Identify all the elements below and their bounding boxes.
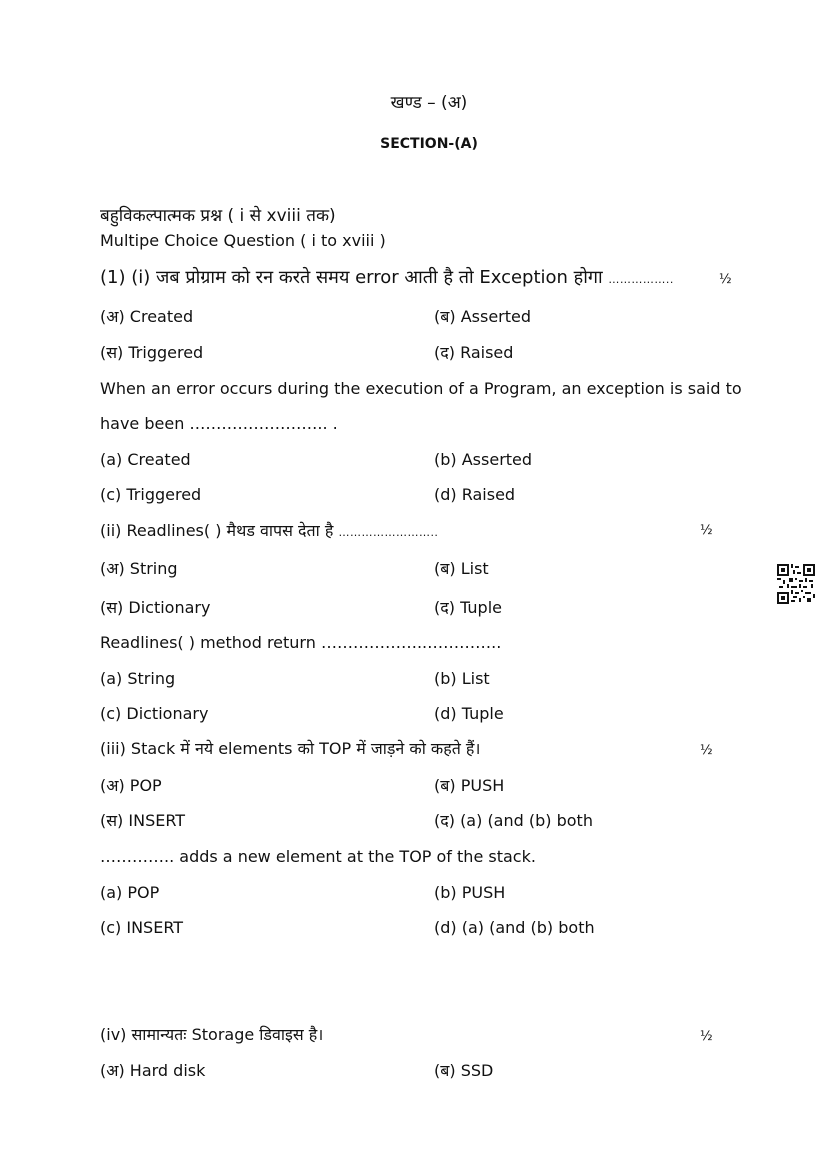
question-2-mark: ½ <box>700 523 713 538</box>
question-3-hindi: (iii) Stack में नये elements को TOP में जाड़ने को कहते हैं। <box>100 739 481 758</box>
question-2-blank: …………………….. <box>338 526 439 539</box>
q3-option-hi-b: (ब) PUSH <box>434 776 505 795</box>
q2-option-hi-c: (स) Dictionary <box>100 598 211 617</box>
question-4-hindi: (iv) सामान्यतः Storage डिवाइस है। <box>100 1025 324 1044</box>
q3-option-hi-d: (द) (a) (and (b) both <box>434 811 593 830</box>
question-4-mark: ½ <box>700 1029 713 1044</box>
qr-code-icon <box>777 564 815 604</box>
q1-option-hi-d: (द) Raised <box>434 343 514 362</box>
q1-option-en-a: (a) Created <box>100 450 191 469</box>
q1-option-en-c: (c) Triggered <box>100 485 202 504</box>
q1-option-en-b: (b) Asserted <box>434 450 533 469</box>
q3-option-hi-c: (स) INSERT <box>100 811 186 830</box>
section-title-english: SECTION-(A) <box>380 136 478 152</box>
q3-option-en-a: (a) POP <box>100 883 160 902</box>
q2-option-en-a: (a) String <box>100 669 176 688</box>
question-2-hindi <box>100 521 438 543</box>
q1-option-hi-b: (ब) Asserted <box>434 307 532 326</box>
q3-option-en-b: (b) PUSH <box>434 883 506 902</box>
q2-option-hi-b: (ब) List <box>434 559 489 578</box>
q2-option-en-c: (c) Dictionary <box>100 704 209 723</box>
question-1-hindi <box>100 268 674 290</box>
q4-option-hi-b: (ब) SSD <box>434 1061 494 1080</box>
question-1-english-line-2: have been …………………….. . <box>100 414 338 433</box>
question-1-blank: …………….. <box>608 273 674 286</box>
question-1-mark: ½ <box>719 272 732 287</box>
question-1-prefix: (1) (i) <box>100 267 151 288</box>
q3-option-en-d: (d) (a) (and (b) both <box>434 918 595 937</box>
question-2-text: (ii) Readlines( ) मैथड वापस देता है <box>100 521 334 540</box>
q3-option-en-c: (c) INSERT <box>100 918 184 937</box>
intro-hindi: बहुविकल्पात्मक प्रश्न ( i से xviii तक) <box>100 206 336 226</box>
section-title-hindi: खण्ड – (अ) <box>390 93 468 113</box>
q4-option-hi-a: (अ) Hard disk <box>100 1061 206 1080</box>
question-1-text: जब प्रोग्राम को रन करते समय error आती है तो Exception होगा <box>156 267 603 288</box>
q2-option-en-d: (d) Tuple <box>434 704 504 723</box>
question-1-english-line-1: When an error occurs during the execution of a Program, an exception is said to <box>100 379 742 398</box>
q2-option-hi-a: (अ) String <box>100 559 178 578</box>
intro-english: Multipe Choice Question ( i to xviii ) <box>100 231 386 250</box>
q3-option-hi-a: (अ) POP <box>100 776 162 795</box>
q1-option-en-d: (d) Raised <box>434 485 516 504</box>
question-3-english: ………….. adds a new element at the TOP of the stack. <box>100 847 536 866</box>
q2-option-en-b: (b) List <box>434 669 490 688</box>
q2-option-hi-d: (द) Tuple <box>434 598 502 617</box>
question-2-english: Readlines( ) method return ………………..………….. <box>100 633 502 652</box>
q1-option-hi-a: (अ) Created <box>100 307 194 326</box>
q1-option-hi-c: (स) Triggered <box>100 343 204 362</box>
question-3-mark: ½ <box>700 743 713 758</box>
